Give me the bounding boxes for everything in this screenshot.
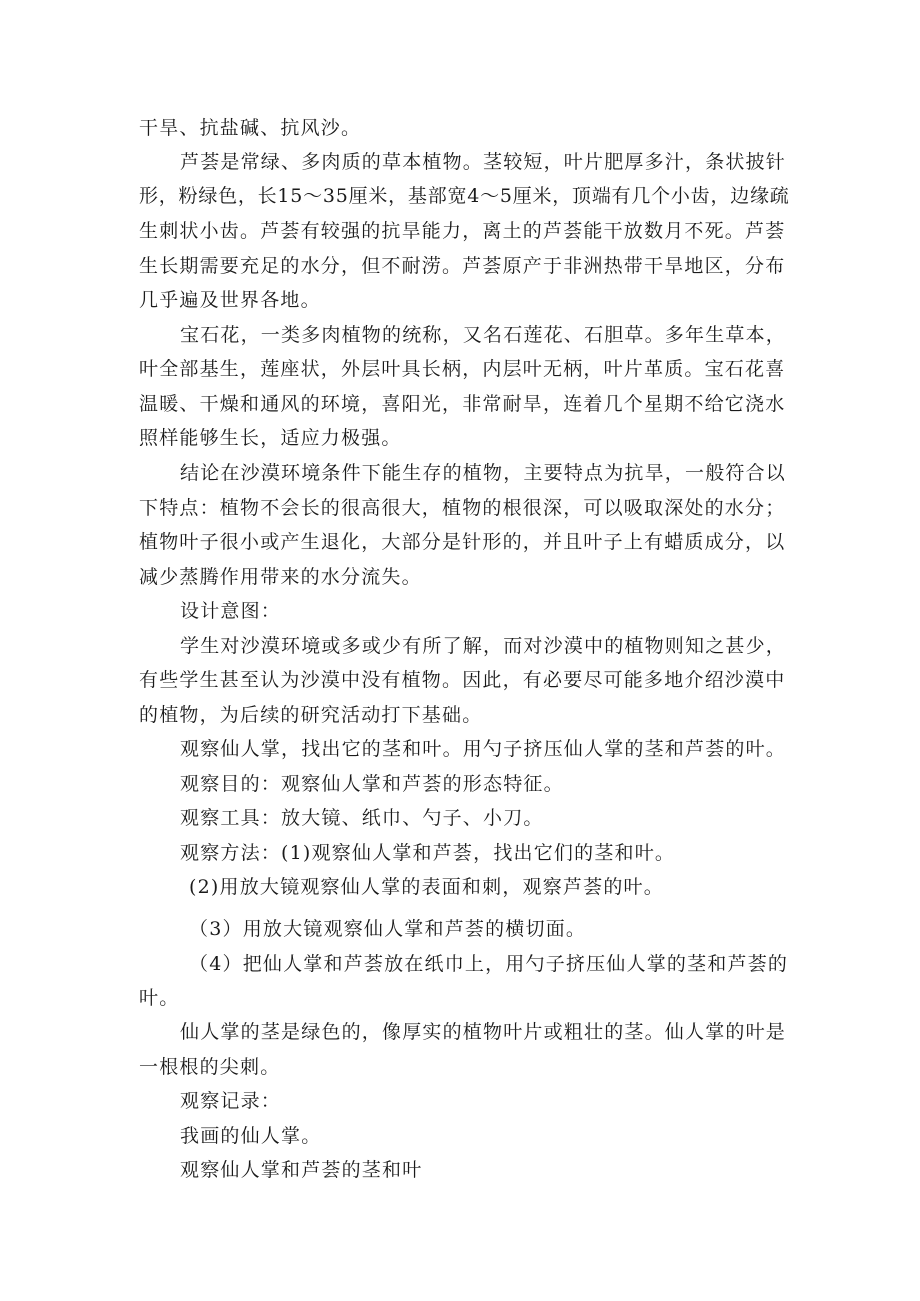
text-line-25: （4）把仙人掌和芦荟放在纸巾上，用勺子挤压仙人掌的茎和芦荟的 bbox=[189, 953, 789, 975]
text-line-14: 减少蒸腾作用带来的水分流失。 bbox=[139, 566, 422, 588]
text-line-9: 温暖、干燥和通风的环境，喜阳光，非常耐旱，连着几个星期不给它浇水 bbox=[139, 393, 786, 415]
text-line-5: 生长期需要充足的水分，但不耐涝。芦荟原产于非洲热带干旱地区，分布 bbox=[139, 255, 786, 277]
text-line-16: 学生对沙漠环境或多或少有所了解，而对沙漠中的植物则知之甚少， bbox=[180, 635, 787, 657]
text-line-1: 干旱、抗盐碱、抗风沙。 bbox=[139, 117, 362, 139]
text-line-30: 我画的仙人掌。 bbox=[180, 1125, 322, 1147]
text-line-29: 观察记录： bbox=[180, 1090, 282, 1112]
text-line-26: 叶。 bbox=[139, 987, 180, 1009]
text-line-13: 植物叶子很小或产生退化，大部分是针形的，并且叶子上有蜡质成分，以 bbox=[139, 531, 786, 553]
text-line-6: 几乎遍及世界各地。 bbox=[139, 289, 321, 311]
text-line-7: 宝石花，一类多肉植物的统称，又名石莲花、石胆草。多年生草本， bbox=[180, 324, 787, 346]
text-line-31: 观察仙人掌和芦荟的茎和叶 bbox=[180, 1159, 423, 1181]
text-line-10: 照样能够生长，适应力极强。 bbox=[139, 427, 402, 449]
text-line-8: 叶全部基生，莲座状，外层叶具长柄，内层叶无柄，叶片革质。宝石花喜 bbox=[139, 358, 786, 380]
text-line-17: 有些学生甚至认为沙漠中没有植物。因此，有必要尽可能多地介绍沙漠中 bbox=[139, 669, 786, 691]
text-line-3: 形，粉绿色，长15～35厘米，基部宽4～5厘米，顶端有几个小齿，边缘疏 bbox=[139, 185, 790, 207]
text-line-20: 观察目的：观察仙人掌和芦荟的形态特征。 bbox=[180, 773, 564, 795]
text-line-15: 设计意图： bbox=[180, 600, 282, 622]
text-line-21: 观察工具：放大镜、纸巾、勺子、小刀。 bbox=[180, 807, 544, 829]
text-line-27: 仙人掌的茎是绿色的，像厚实的植物叶片或粗壮的茎。仙人掌的叶是 bbox=[180, 1021, 787, 1043]
text-line-23: (2)用放大镜观察仙人掌的表面和刺，观察芦荟的叶。 bbox=[189, 876, 664, 898]
text-line-4: 生刺状小齿。芦荟有较强的抗旱能力，离土的芦荟能干放数月不死。芦荟 bbox=[139, 220, 786, 242]
text-line-22: 观察方法：(1)观察仙人掌和芦荟，找出它们的茎和叶。 bbox=[180, 842, 676, 864]
text-line-18: 的植物，为后续的研究活动打下基础。 bbox=[139, 704, 483, 726]
text-line-24: （3）用放大镜观察仙人掌和芦荟的横切面。 bbox=[189, 918, 587, 940]
text-line-2: 芦荟是常绿、多肉质的草本植物。茎较短，叶片肥厚多汁，条状披针 bbox=[180, 151, 787, 173]
text-line-12: 下特点：植物不会长的很高很大，植物的根很深，可以吸取深处的水分； bbox=[139, 497, 786, 519]
text-line-11: 结论在沙漠环境条件下能生存的植物，主要特点为抗旱，一般符合以 bbox=[180, 462, 787, 484]
text-line-19: 观察仙人掌，找出它的茎和叶。用勺子挤压仙人掌的茎和芦荟的叶。 bbox=[180, 738, 787, 760]
text-line-28: 一根根的尖刺。 bbox=[139, 1056, 281, 1078]
